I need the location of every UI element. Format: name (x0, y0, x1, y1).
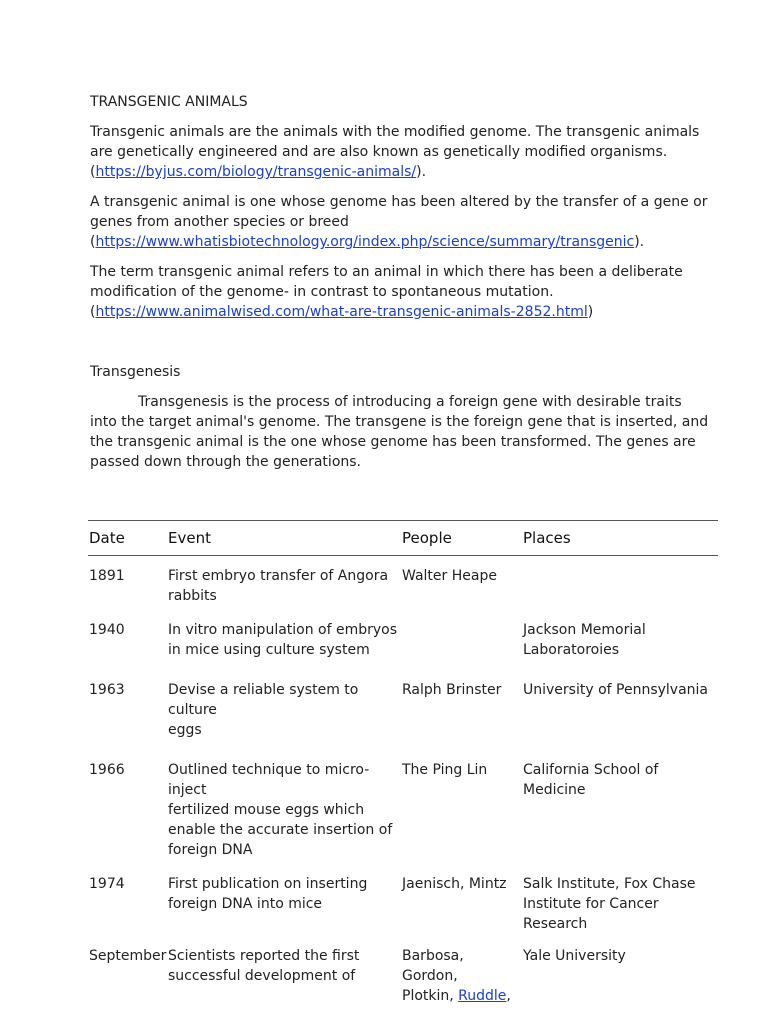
cell-people-text: Ralph Brinster (402, 682, 502, 698)
cell-people-text: The Ping Lin (402, 762, 488, 778)
header-people: People (402, 529, 452, 547)
cell-people-text: Jaenisch, Mintz (402, 876, 507, 892)
cell-date (88, 760, 167, 860)
cell-event (167, 566, 401, 606)
cell-event-text: foreign DNA (168, 842, 253, 858)
cell-event-text: successful development of (168, 968, 356, 984)
cell-event-text: First embryo transfer of Angora (168, 568, 389, 584)
header-places: Places (523, 529, 571, 547)
cell-event-text: rabbits (168, 588, 217, 604)
cell-places (522, 680, 722, 740)
paragraph-line: into the target animal's genome. The transgene is the foreign gene that is inserted, and (90, 414, 709, 430)
cell-places (522, 760, 722, 860)
cell-places (522, 946, 722, 1006)
table-header-row (88, 520, 718, 556)
cell-date-text: 1966 (89, 762, 125, 778)
cell-date (88, 946, 167, 1006)
cell-date (88, 566, 167, 606)
cell-date-text: 1963 (89, 682, 125, 698)
paren-open: ( (90, 164, 96, 180)
cell-event-text: fertilized mouse eggs which (168, 802, 365, 818)
cell-date-text: September (89, 948, 167, 964)
cell-event-text: Scientists reported the first (168, 948, 360, 964)
paragraph-line: passed down through the generations. (90, 454, 361, 470)
table-row (88, 946, 718, 1006)
cell-places (522, 620, 722, 660)
table-body (88, 566, 718, 1006)
paragraph-2 (90, 192, 710, 252)
cell-places-text: Yale University (523, 948, 626, 964)
table-row (88, 566, 718, 606)
cell-date-text: 1940 (89, 622, 125, 638)
paragraph-1 (90, 122, 710, 182)
cell-event-text: enable the accurate insertion of (168, 822, 393, 838)
paren-close: ) (587, 304, 594, 320)
cell-people (401, 874, 522, 934)
paren-close: ). (416, 164, 427, 180)
cell-event (167, 760, 401, 860)
paren-open: ( (90, 234, 96, 250)
header-event: Event (168, 529, 211, 547)
paragraph-line: Transgenesis is the process of introducing a foreign gene with desirable traits (138, 394, 682, 410)
table-row (88, 680, 718, 740)
cell-event (167, 874, 401, 934)
section-heading-transgenesis: Transgenesis (90, 364, 181, 380)
people-link-ruddle[interactable]: Ruddle (458, 988, 507, 1004)
cell-date-text: 1974 (89, 876, 125, 892)
cell-event-text: In vitro manipulation of embryos (168, 622, 398, 638)
cell-event-text: Devise a reliable system to culture (168, 682, 359, 718)
paragraph-line: genes from another species or breed (90, 214, 349, 230)
cell-people (401, 946, 522, 1006)
cell-places-text: Institute for Cancer Research (523, 896, 659, 932)
table-row (88, 874, 718, 934)
cell-places (522, 566, 722, 606)
cell-places (522, 874, 722, 934)
document-title: TRANSGENIC ANIMALS (90, 94, 248, 110)
cell-event-text: in mice using culture system (168, 642, 370, 658)
cell-places-text: University of Pennsylvania (523, 682, 708, 698)
paren-close: ). (634, 234, 645, 250)
paragraph-line: modification of the genome- in contrast to spontaneous mutation. (90, 284, 554, 300)
cell-places-text: Laboratoroies (523, 642, 620, 658)
paragraph-line: Transgenic animals are the animals with the modified genome. The transgenic animals (90, 124, 700, 140)
cell-date (88, 620, 167, 660)
paragraph-line: are genetically engineered and are also known as genetically modified organisms. (90, 144, 668, 160)
cell-event-text: eggs (168, 722, 202, 738)
cell-date-text: 1891 (89, 568, 125, 584)
cell-people (401, 680, 522, 740)
cell-places-text: California School of Medicine (523, 762, 659, 798)
cell-places-text: Salk Institute, Fox Chase (523, 876, 696, 892)
table-row (88, 620, 718, 660)
paragraph-line: A transgenic animal is one whose genome has been altered by the transfer of a gene or (90, 194, 708, 210)
paragraph-line: The term transgenic animal refers to an animal in which there has been a deliberate (90, 264, 683, 280)
source-link-byjus[interactable]: https://byjus.com/biology/transgenic-animals/ (95, 164, 417, 180)
cell-people (401, 620, 522, 660)
cell-people-text: Walter Heape (402, 568, 497, 584)
cell-event (167, 620, 401, 660)
transgenesis-paragraph (90, 392, 710, 472)
cell-event (167, 946, 401, 1006)
cell-event-text: First publication on inserting (168, 876, 368, 892)
source-link-whatisbiotechnology[interactable]: https://www.whatisbiotechnology.org/index.php/science/summary/transgenic (95, 234, 635, 250)
cell-people-text: Barbosa, Gordon, (402, 948, 464, 984)
table-row (88, 760, 718, 860)
paragraph-3 (90, 262, 710, 322)
cell-people (401, 760, 522, 860)
cell-date (88, 680, 167, 740)
paren-open: ( (90, 304, 96, 320)
header-date: Date (89, 529, 125, 547)
cell-event-text: foreign DNA into mice (168, 896, 323, 912)
people-link-suffix: , (506, 988, 511, 1004)
document-body (90, 92, 710, 472)
source-link-animalwised[interactable]: https://www.animalwised.com/what-are-transgenic-animals-2852.html (95, 304, 588, 320)
cell-people-text: Plotkin, (402, 988, 459, 1004)
cell-people (401, 566, 522, 606)
history-table (88, 520, 718, 1006)
paragraph-line: the transgenic animal is the one whose genome has been transformed. The genes are (90, 434, 696, 450)
cell-places-text: Jackson Memorial (523, 622, 646, 638)
cell-date (88, 874, 167, 934)
cell-event-text: Outlined technique to micro-inject (168, 762, 370, 798)
cell-event (167, 680, 401, 740)
